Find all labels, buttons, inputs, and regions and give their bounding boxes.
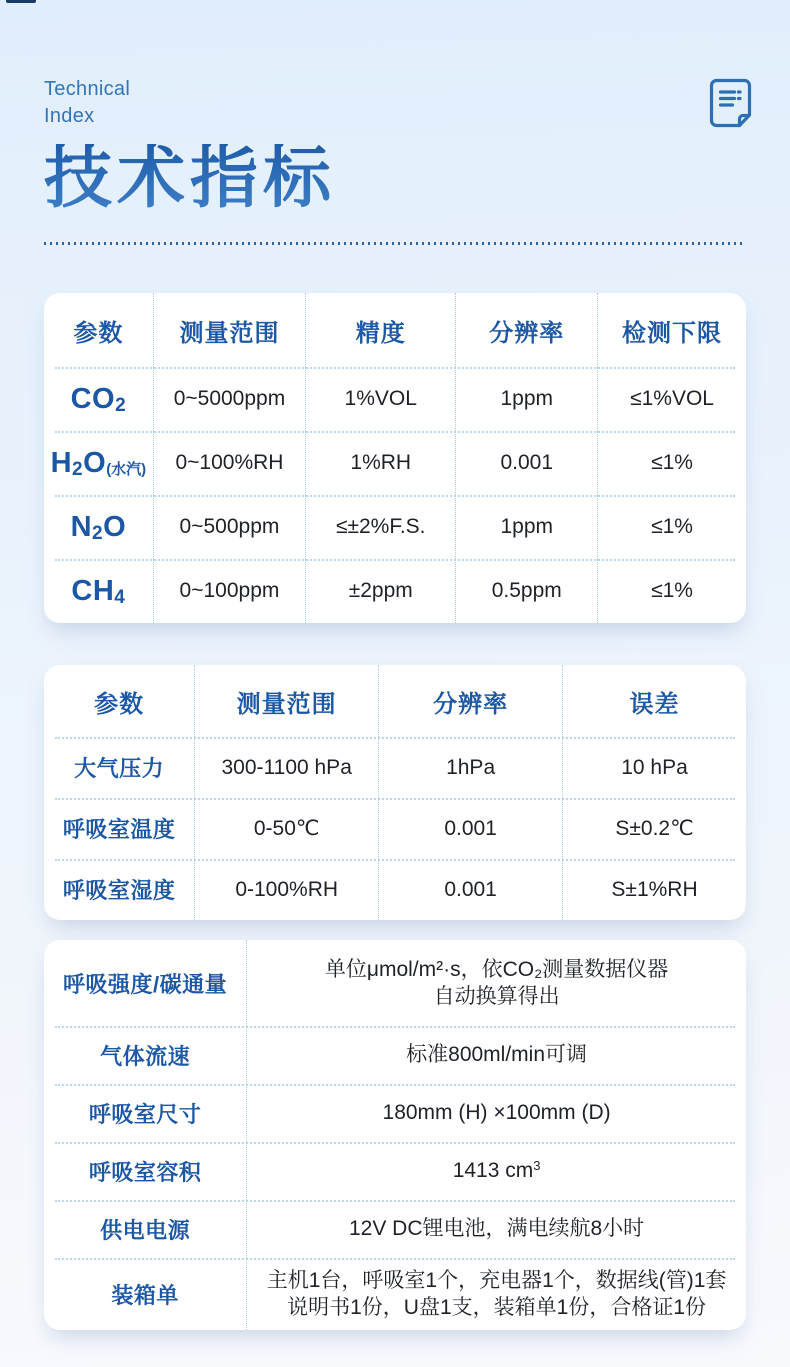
th-parameter: 参数 <box>73 319 124 347</box>
th-resolution: 分辨率 <box>455 293 597 367</box>
cell-resolution: 0.001 <box>455 431 597 495</box>
spec-row-packing-list <box>44 1258 746 1330</box>
cell-range: 0~5000ppm <box>153 367 305 431</box>
env-row-pressure <box>44 737 746 798</box>
spec-value-main: 1413 cm <box>452 1159 534 1183</box>
formula-subscript: 2 <box>92 523 104 544</box>
env-row-humidity <box>44 859 746 920</box>
spec-value: 12V DC锂电池，满电续航8小时 <box>246 1200 746 1258</box>
th-resolution: 分辨率 <box>378 665 562 737</box>
eyebrow-line-2: Index <box>44 105 95 127</box>
cell-resolution: 1hPa <box>378 737 562 798</box>
cell-resolution: 1ppm <box>455 367 597 431</box>
spec-label: 呼吸室尺寸 <box>88 1101 202 1127</box>
cell-precision: 1%VOL <box>305 367 455 431</box>
spec-value <box>246 940 746 1026</box>
formula-main: H <box>50 446 73 479</box>
formula-main: CO <box>70 382 116 415</box>
spec-value-line-2: 自动换算得出 <box>433 985 560 1008</box>
th-parameter: 参数 <box>94 690 145 718</box>
document-list-icon <box>707 77 754 130</box>
formula-subscript: 2 <box>115 395 127 416</box>
th-range: 测量范围 <box>194 665 378 737</box>
env-row-temperature <box>44 798 746 859</box>
cell-parameter <box>44 495 153 559</box>
page-title: 技术指标 <box>44 144 746 212</box>
env-table-header-row <box>44 665 746 737</box>
th-precision: 精度 <box>305 293 455 367</box>
cell-parameter: 呼吸室湿度 <box>62 878 176 903</box>
spec-value: 标准800ml/min可调 <box>246 1026 746 1084</box>
spec-label: 呼吸强度/碳通量 <box>63 971 228 997</box>
cell-resolution: 0.5ppm <box>455 559 597 623</box>
spec-value: 180mm (H) ×100mm (D) <box>246 1084 746 1142</box>
spec-row-chamber-size <box>44 1084 746 1142</box>
cell-precision: 1%RH <box>305 431 455 495</box>
cell-parameter <box>44 431 153 495</box>
spec-label: 呼吸室容积 <box>88 1159 202 1185</box>
cell-parameter <box>44 367 153 431</box>
cell-resolution: 0.001 <box>378 859 562 920</box>
th-detection-limit: 检测下限 <box>597 293 746 367</box>
cell-detection-limit: ≤1% <box>597 495 746 559</box>
eyebrow-text <box>44 0 746 130</box>
formula-tail: O <box>83 446 107 479</box>
general-spec-table-card <box>44 940 746 1330</box>
gas-row-co2 <box>44 367 746 431</box>
gas-row-h2o <box>44 431 746 495</box>
formula-note: (水汽) <box>106 460 147 478</box>
cell-range: 300-1100 hPa <box>194 737 378 798</box>
formula-main: CH <box>71 574 115 607</box>
gas-table-header-row <box>44 293 746 367</box>
gas-row-ch4 <box>44 559 746 623</box>
cell-detection-limit: ≤1%VOL <box>597 367 746 431</box>
spec-label: 供电电源 <box>100 1217 191 1243</box>
spec-value <box>246 1142 746 1200</box>
cell-detection-limit: ≤1% <box>597 559 746 623</box>
cell-range: 0-100%RH <box>194 859 378 920</box>
cell-range: 0~100%RH <box>153 431 305 495</box>
page-header <box>0 0 790 245</box>
cell-error: 10 hPa <box>562 737 746 798</box>
th-range: 测量范围 <box>153 293 305 367</box>
cell-parameter: 大气压力 <box>74 756 165 781</box>
spec-value-superscript: 3 <box>533 1158 541 1174</box>
formula-main: N <box>70 510 93 543</box>
spec-row-chamber-volume <box>44 1142 746 1200</box>
spec-label: 装箱单 <box>111 1282 179 1308</box>
env-spec-table-card <box>44 665 746 920</box>
cell-error: S±0.2℃ <box>562 798 746 859</box>
cell-error: S±1%RH <box>562 859 746 920</box>
cell-precision: ≤±2%F.S. <box>305 495 455 559</box>
gas-row-n2o <box>44 495 746 559</box>
gas-spec-table-card <box>44 293 746 623</box>
spec-value-line-2: 说明书1份，U盘1支，装箱单1份，合格证1份 <box>287 1296 707 1319</box>
spec-row-power <box>44 1200 746 1258</box>
spec-row-flow-rate <box>44 1026 746 1084</box>
th-error: 误差 <box>562 665 746 737</box>
cell-precision: ±2ppm <box>305 559 455 623</box>
cell-resolution: 1ppm <box>455 495 597 559</box>
spec-label: 气体流速 <box>100 1043 191 1069</box>
spec-row-flux <box>44 940 746 1026</box>
cell-range: 0-50℃ <box>194 798 378 859</box>
cell-range: 0~100ppm <box>153 559 305 623</box>
formula-tail: O <box>103 510 127 543</box>
cell-detection-limit: ≤1% <box>597 431 746 495</box>
formula-subscript: 4 <box>114 587 126 608</box>
formula-subscript: 2 <box>72 459 84 480</box>
cell-parameter: 呼吸室温度 <box>62 817 176 842</box>
cell-resolution: 0.001 <box>378 798 562 859</box>
cell-parameter <box>44 559 153 623</box>
spec-value-line-1: 单位μmol/m²·s，依CO₂测量数据仪器 <box>324 957 669 981</box>
spec-value-line-1: 主机1台，呼吸室1个，充电器1个，数据线(管)1套 <box>266 1268 727 1292</box>
dotted-divider <box>44 242 746 245</box>
cell-range: 0~500ppm <box>153 495 305 559</box>
eyebrow-line-1: Technical <box>44 78 131 100</box>
spec-value <box>246 1258 746 1330</box>
